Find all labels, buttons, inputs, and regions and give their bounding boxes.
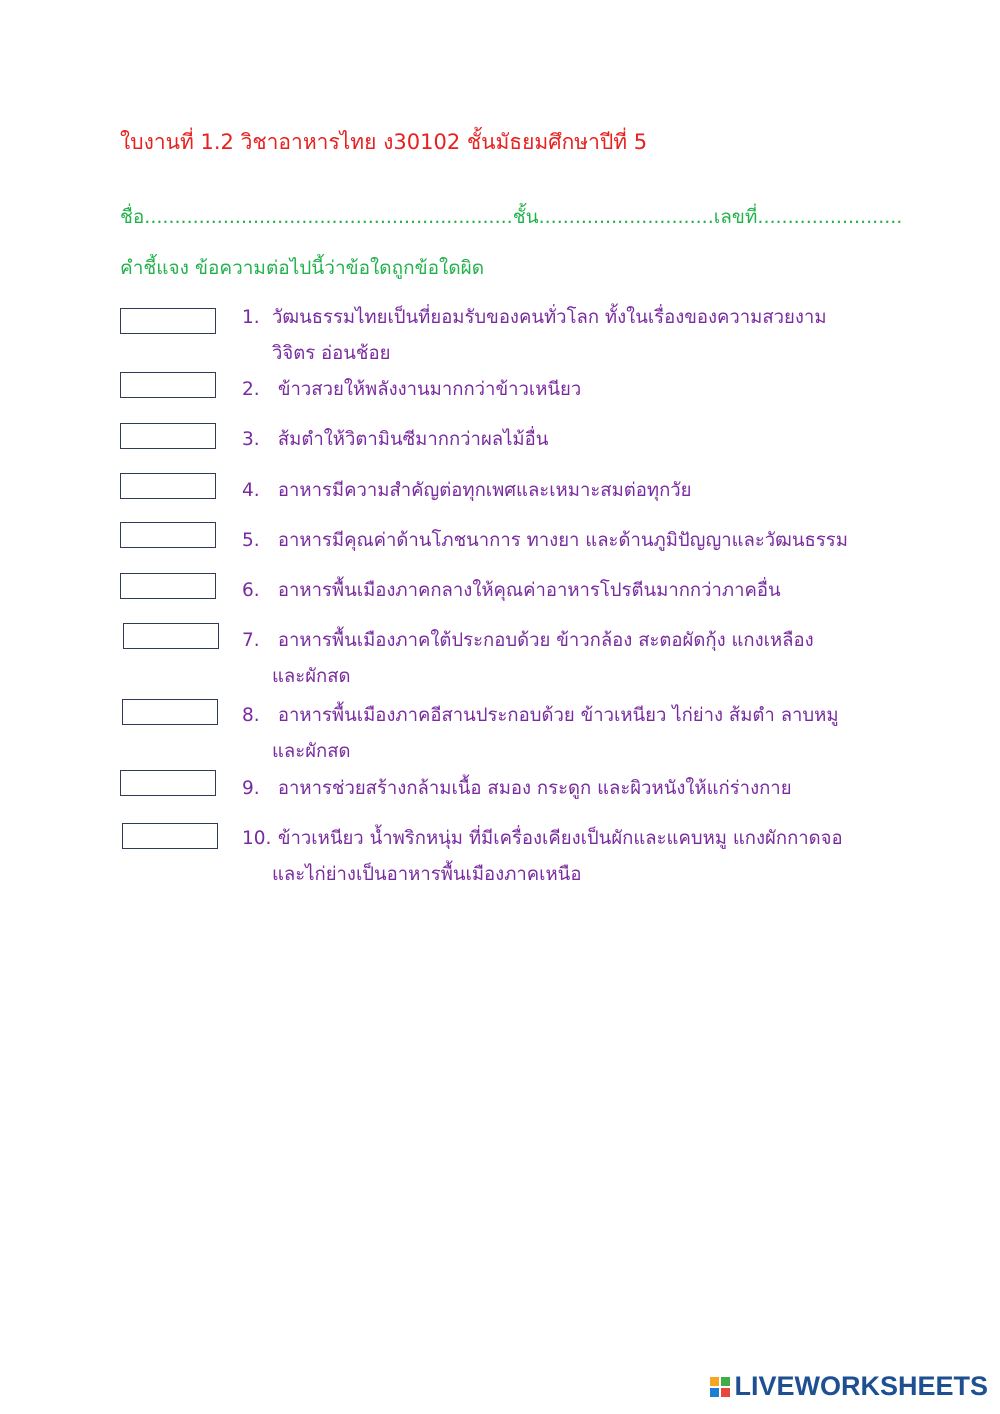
- statement-number: 1.: [242, 307, 260, 328]
- statement-number: 8.: [242, 705, 260, 726]
- answer-input-5[interactable]: [121, 523, 215, 547]
- statement-number: 9.: [242, 778, 260, 799]
- statement-text-cont: และไก่ย่างเป็นอาหารพื้นเมืองภาคเหนือ: [272, 864, 582, 885]
- statement-number: 3.: [242, 429, 260, 450]
- statement-text: วัฒนธรรมไทยเป็นที่ยอมรับของคนทั่วโลก ทั้งในเรื่องของความสวยงาม: [272, 307, 827, 328]
- statement-4: [242, 473, 892, 509]
- statement-text-cont: และผักสด: [272, 741, 351, 762]
- answer-box-1[interactable]: [120, 308, 216, 334]
- statement-3: [242, 422, 892, 458]
- statement-number: 4.: [242, 480, 260, 501]
- statement-text: อาหารพื้นเมืองภาคใต้ประกอบด้วย ข้าวกล้อง สะตอผัดกุ้ง แกงเหลือง: [272, 630, 814, 651]
- statement-text: ส้มตำให้วิตามินซีมากกว่าผลไม้อื่น: [272, 429, 549, 450]
- answer-box-3[interactable]: [120, 423, 216, 449]
- answer-input-9[interactable]: [121, 771, 215, 795]
- statement-text: อาหารมีความสำคัญต่อทุกเพศและเหมาะสมต่อทุกวัย: [272, 480, 692, 501]
- statement-10: [242, 821, 892, 893]
- student-info-line: ชื่อ.............................................................ชั้น.............................เลขที่........................: [120, 206, 903, 228]
- answer-box-5[interactable]: [120, 522, 216, 548]
- statement-number: 6.: [242, 580, 260, 601]
- liveworksheets-logo[interactable]: [710, 1371, 988, 1402]
- answer-box-7[interactable]: [123, 623, 219, 649]
- statement-text: ข้าวสวยให้พลังงานมากกว่าข้าวเหนียว: [272, 379, 582, 400]
- answer-box-9[interactable]: [120, 770, 216, 796]
- statement-text-cont: และผักสด: [272, 666, 351, 687]
- worksheet-title: ใบงานที่ 1.2 วิชาอาหารไทย ง30102 ชั้นมัธยมศึกษาปีที่ 5: [120, 130, 648, 154]
- statement-text: อาหารมีคุณค่าด้านโภชนาการ ทางยา และด้านภูมิปัญญาและวัฒนธรรม: [272, 530, 848, 551]
- statement-8: [242, 698, 892, 770]
- answer-box-8[interactable]: [122, 699, 218, 725]
- statement-9: [242, 771, 892, 807]
- statement-text-cont: วิจิตร อ่อนช้อย: [272, 343, 391, 364]
- answer-input-2[interactable]: [121, 373, 215, 397]
- statement-text: อาหารพื้นเมืองภาคกลางให้คุณค่าอาหารโปรตีนมากกว่าภาคอื่น: [272, 580, 781, 601]
- statement-text: อาหารช่วยสร้างกล้ามเนื้อ สมอง กระดูก และผิวหนังให้แก่ร่างกาย: [272, 778, 792, 799]
- statement-number: 5.: [242, 530, 260, 551]
- statement-6: [242, 573, 892, 609]
- logo-grid-icon: [710, 1377, 730, 1397]
- statement-text: ข้าวเหนียว น้ำพริกหนุ่ม ที่มีเครื่องเคียงเป็นผักและแคบหมู แกงผักกาดจอ: [272, 828, 843, 849]
- logo-text: LIVEWORKSHEETS: [734, 1371, 988, 1401]
- instructions: คำชี้แจง ข้อความต่อไปนี้ว่าข้อใดถูกข้อใดผิด: [120, 257, 485, 279]
- statement-number: 2.: [242, 379, 260, 400]
- answer-input-10[interactable]: [123, 824, 217, 848]
- statement-1: [242, 300, 892, 372]
- answer-box-6[interactable]: [120, 573, 216, 599]
- statement-number: 10.: [242, 828, 272, 849]
- answer-input-1[interactable]: [121, 309, 215, 333]
- answer-input-7[interactable]: [124, 624, 218, 648]
- answer-input-3[interactable]: [121, 424, 215, 448]
- statement-7: [242, 623, 892, 695]
- statement-text: อาหารพื้นเมืองภาคอีสานประกอบด้วย ข้าวเหนียว ไก่ย่าง ส้มตำ ลาบหมู: [272, 705, 839, 726]
- answer-box-2[interactable]: [120, 372, 216, 398]
- statement-5: [242, 523, 892, 559]
- statement-number: 7.: [242, 630, 260, 651]
- answer-box-4[interactable]: [120, 473, 216, 499]
- statement-2: [242, 372, 892, 408]
- answer-input-8[interactable]: [123, 700, 217, 724]
- answer-input-4[interactable]: [121, 474, 215, 498]
- answer-box-10[interactable]: [122, 823, 218, 849]
- answer-input-6[interactable]: [121, 574, 215, 598]
